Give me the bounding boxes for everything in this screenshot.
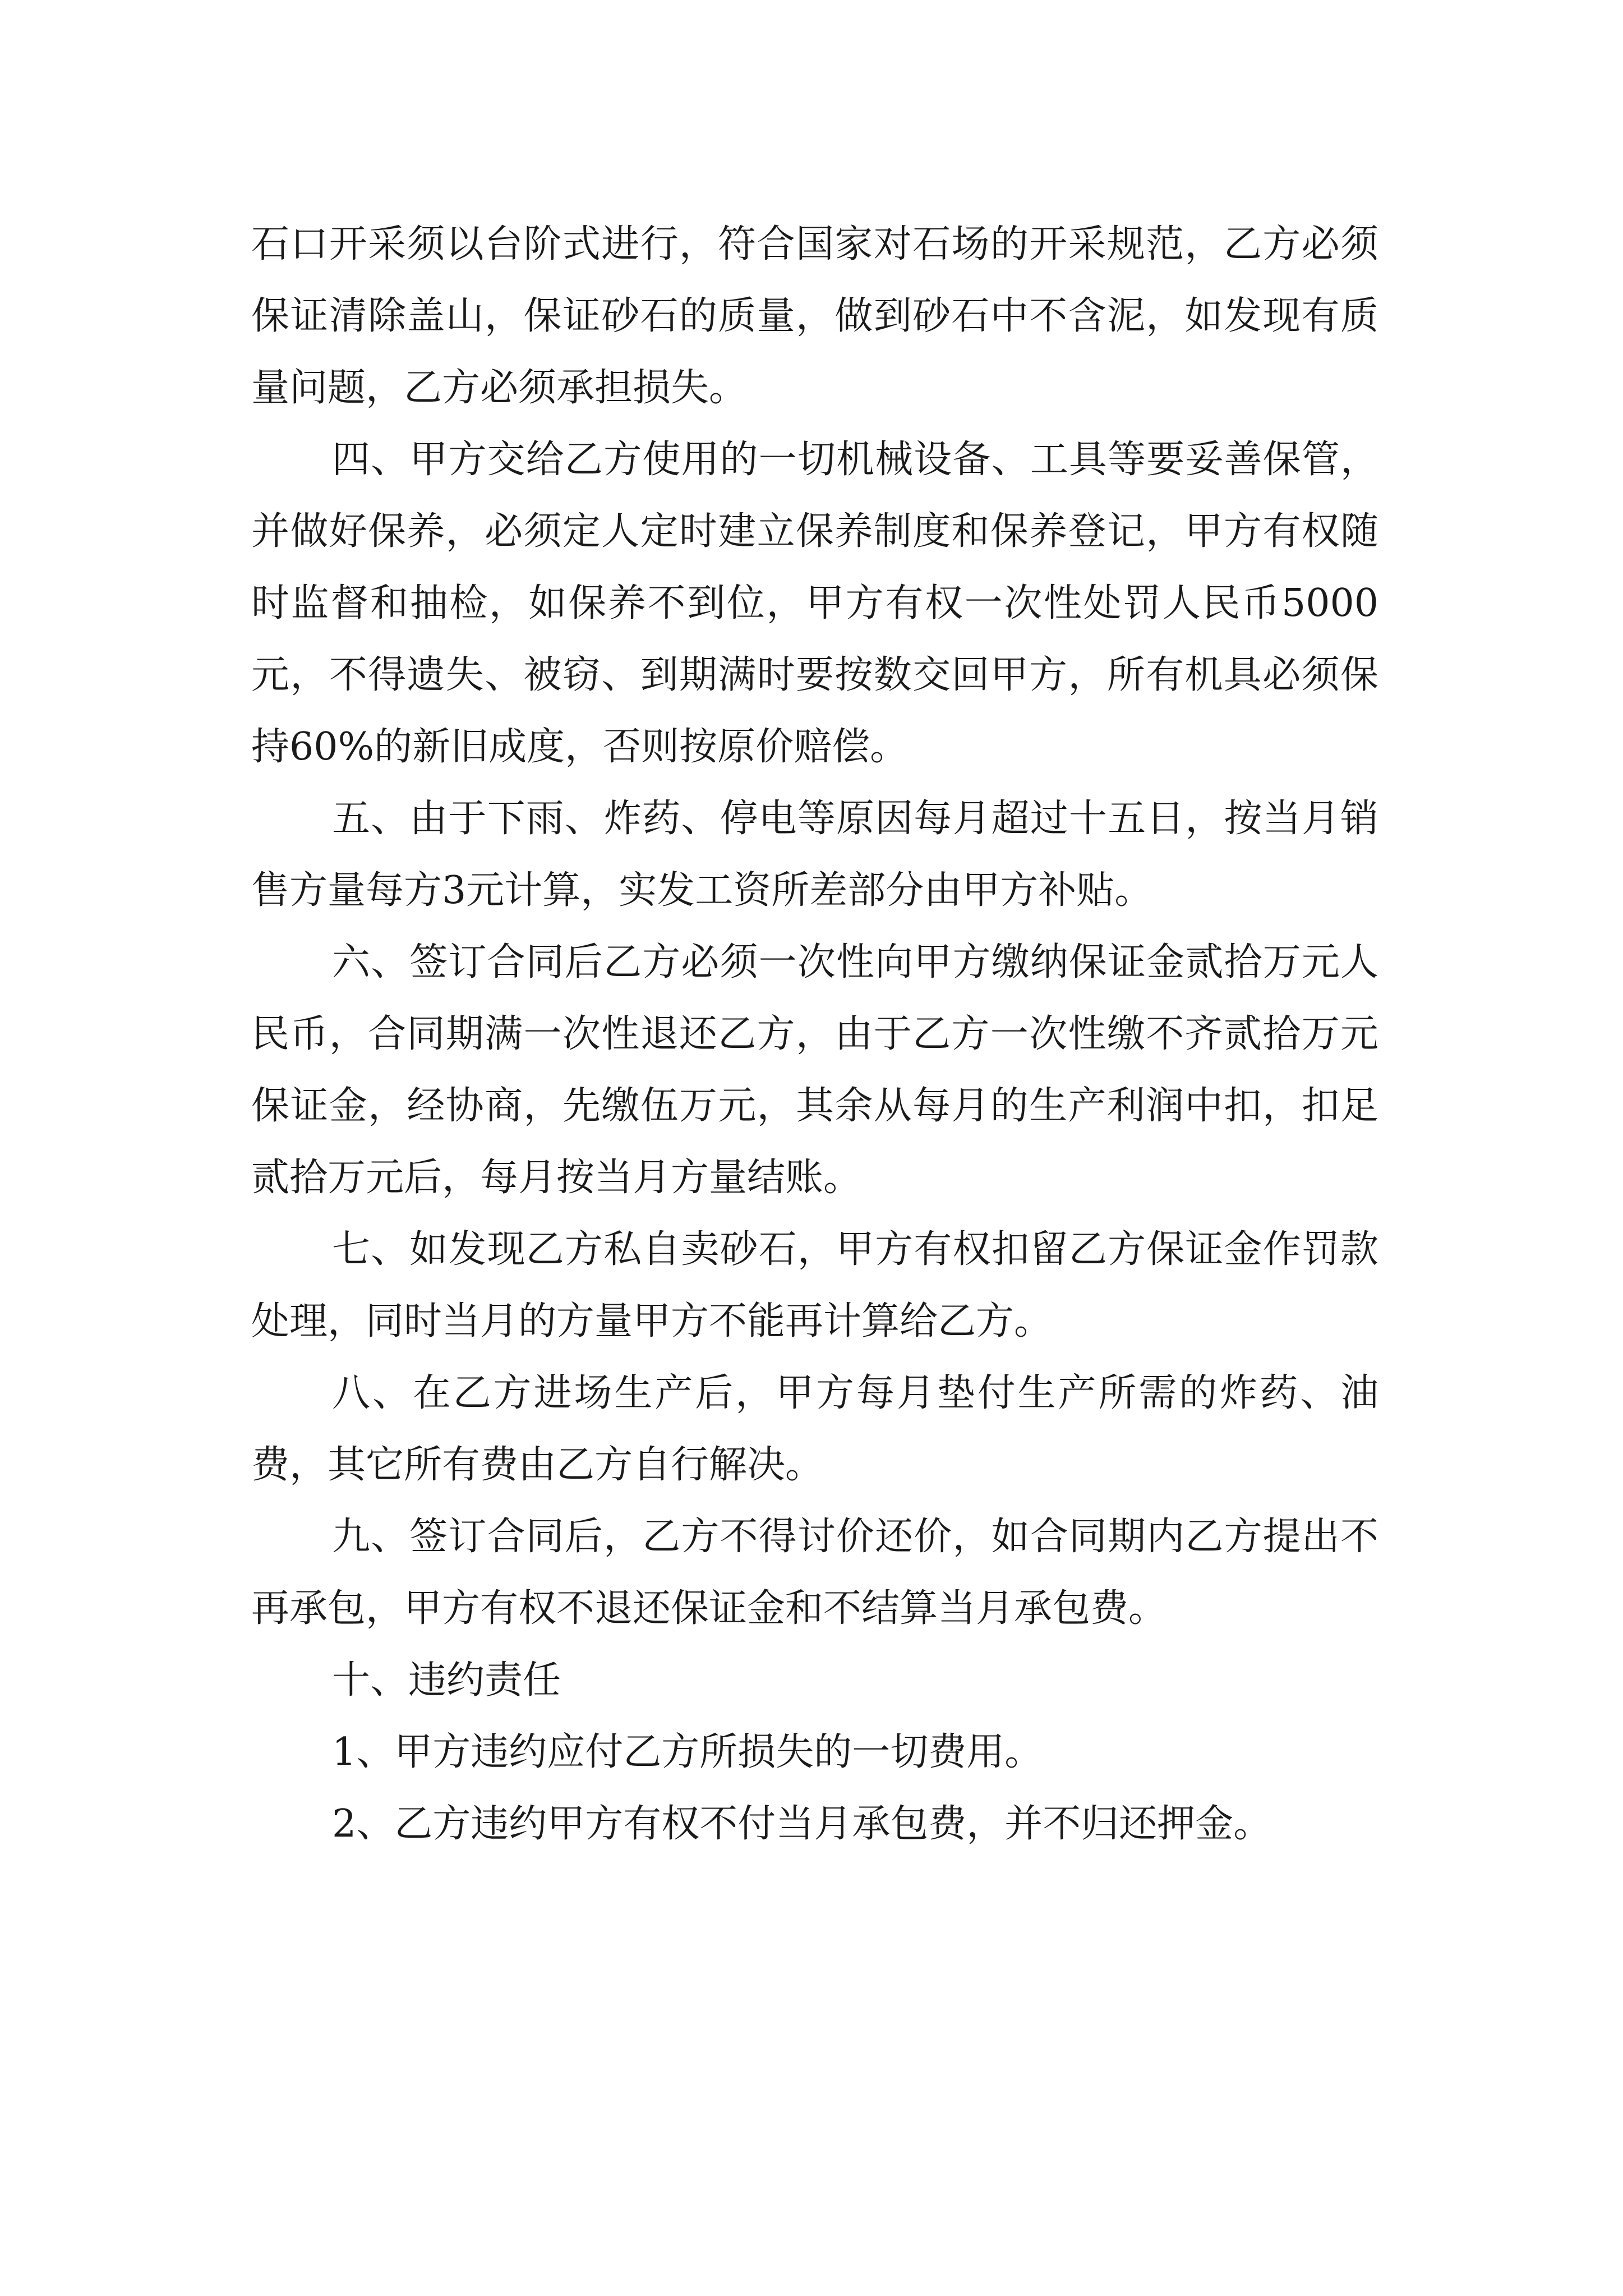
paragraph-clause-9: 九、签订合同后，乙方不得讨价还价，如合同期内乙方提出不再承包，甲方有权不退还保证金和不结算当月承包费。 xyxy=(251,1515,1378,1631)
contract-body xyxy=(251,209,1378,1860)
paragraph-quarry-standards: 石口开采须以台阶式进行，符合国家对石场的开采规范，乙方必须保证清除盖山，保证砂石的质量，做到砂石中不含泥，如发现有质量问题，乙方必须承担损失。 xyxy=(251,222,1378,410)
paragraph-clause-8: 八、在乙方进场生产后，甲方每月垫付生产所需的炸药、油费，其它所有费由乙方自行解决。 xyxy=(251,1371,1378,1487)
paragraph-clause-7: 七、如发现乙方私自卖砂石，甲方有权扣留乙方保证金作罚款处理，同时当月的方量甲方不能再计算给乙方。 xyxy=(251,1227,1378,1343)
paragraph-clause-10-item-2: 2、乙方违约甲方有权不付当月承包费，并不归还押金。 xyxy=(332,1802,1272,1846)
paragraph-clause-4: 四、甲方交给乙方使用的一切机械设备、工具等要妥善保管，并做好保养，必须定人定时建立保养制度和保养登记，甲方有权随时监督和抽检，如保养不到位，甲方有权一次性处罚人民币5000元，不得遗失、被窃、到期满时要按数交回甲方，所有机具必须保持60%的新旧成度，否则按原价赔偿。 xyxy=(251,438,1378,769)
paragraph-clause-10-heading: 十、违约责任 xyxy=(332,1658,561,1703)
paragraph-clause-5: 五、由于下雨、炸药、停电等原因每月超过十五日，按当月销售方量每方3元计算，实发工资所差部分由甲方补贴。 xyxy=(251,797,1378,913)
paragraph-clause-10-item-1: 1、甲方违约应付乙方所损失的一切费用。 xyxy=(332,1730,1043,1774)
paragraph-clause-6: 六、签订合同后乙方必须一次性向甲方缴纳保证金贰拾万元人民币，合同期满一次性退还乙方，由于乙方一次性缴不齐贰拾万元保证金，经协商，先缴伍万元，其余从每月的生产利润中扣，扣足贰拾万元后，每月按当月方量结账。 xyxy=(251,940,1378,1200)
